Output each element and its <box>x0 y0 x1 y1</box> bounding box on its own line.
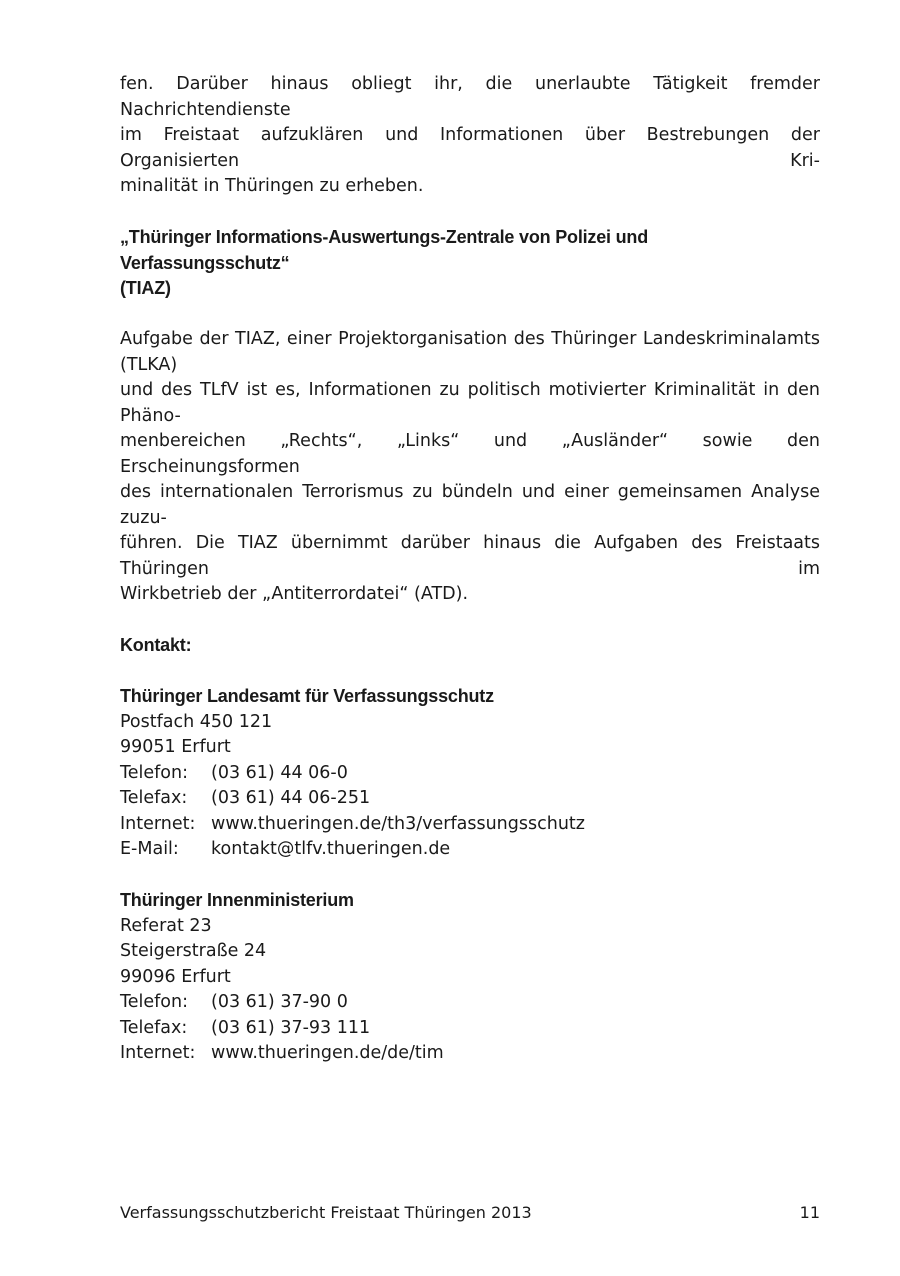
page-number: 11 <box>799 1203 820 1222</box>
phone-row <box>120 990 820 1016</box>
internet-row <box>120 1041 820 1067</box>
email-row <box>120 837 820 863</box>
address-line: 99096 Erfurt <box>120 966 231 987</box>
fax-value: (03 61) 44 06-251 <box>211 788 371 808</box>
text-line: führen. Die TIAZ übernimmt darüber hinaus die Aufgaben des Freistaats Thüringen im <box>120 533 820 579</box>
website-link[interactable]: www.thueringen.de/de/tim <box>211 1043 444 1063</box>
text-line: und des TLfV ist es, Informationen zu politisch motivierter Kriminalität in den Phäno- <box>120 380 820 426</box>
text-line: menbereichen „Rechts“, „Links“ und „Ausländer“ sowie den Erscheinungsformen <box>120 431 820 477</box>
address-line: Steigerstraße 24 <box>120 941 267 961</box>
detail-label: Internet: <box>120 1043 196 1063</box>
phone-value: (03 61) 44 06-0 <box>211 762 348 783</box>
tiaz-heading <box>120 225 820 302</box>
address-line: 99051 Erfurt <box>120 737 231 757</box>
address-line: Postfach 450 121 <box>120 711 273 732</box>
page-footer <box>120 1202 820 1224</box>
text-line: minalität in Thüringen zu erheben. <box>120 176 424 196</box>
tiaz-paragraph <box>120 327 820 608</box>
footer-title: Verfassungsschutzbericht Freistaat Thüringen 2013 <box>120 1203 532 1222</box>
fax-row <box>120 1016 820 1042</box>
phone-row <box>120 761 820 787</box>
text-line: fen. Darüber hinaus obliegt ihr, die unerlaubte Tätigkeit fremder Nachrichtendienste <box>120 74 820 120</box>
contact-block-tim <box>120 888 820 1067</box>
phone-value: (03 61) 37-90 0 <box>211 992 348 1012</box>
detail-label: Telefax: <box>120 1017 188 1038</box>
detail-label: Internet: <box>120 813 196 834</box>
org-name: Thüringer Landesamt für Verfassungsschutz <box>120 686 494 706</box>
page-content <box>120 72 820 1067</box>
contact-heading <box>120 633 820 659</box>
detail-label: Telefon: <box>120 992 188 1012</box>
org-name: Thüringer Innenministerium <box>120 890 354 910</box>
text-line: im Freistaat aufzuklären und Informationen über Bestrebungen der Organisierten Kri- <box>120 125 820 171</box>
detail-label: Telefon: <box>120 762 188 783</box>
detail-label: E-Mail: <box>120 839 179 859</box>
website-link[interactable]: www.thueringen.de/th3/verfassungsschutz <box>211 813 585 834</box>
text-line: Aufgabe der TIAZ, einer Projektorganisation des Thüringer Landeskriminalamts (TLKA) <box>120 329 820 375</box>
email-link[interactable]: kontakt@tlfv.thueringen.de <box>211 839 451 859</box>
detail-label: Telefax: <box>120 788 188 808</box>
fax-row <box>120 786 820 812</box>
address-line: Referat 23 <box>120 915 212 936</box>
heading-line: (TIAZ) <box>120 278 171 298</box>
intro-paragraph <box>120 72 820 200</box>
text-line: Wirkbetrieb der „Antiterrordatei“ (ATD). <box>120 584 469 604</box>
heading-line: „Thüringer Informations-Auswertungs-Zentrale von Polizei und Verfassungsschutz“ <box>120 227 649 273</box>
internet-row <box>120 812 820 838</box>
fax-value: (03 61) 37-93 111 <box>211 1017 371 1038</box>
contact-block-tlfv <box>120 684 820 863</box>
text-line: des internationalen Terrorismus zu bündeln und einer gemeinsamen Analyse zuzu- <box>120 482 820 528</box>
contact-heading-text: Kontakt: <box>120 635 192 655</box>
